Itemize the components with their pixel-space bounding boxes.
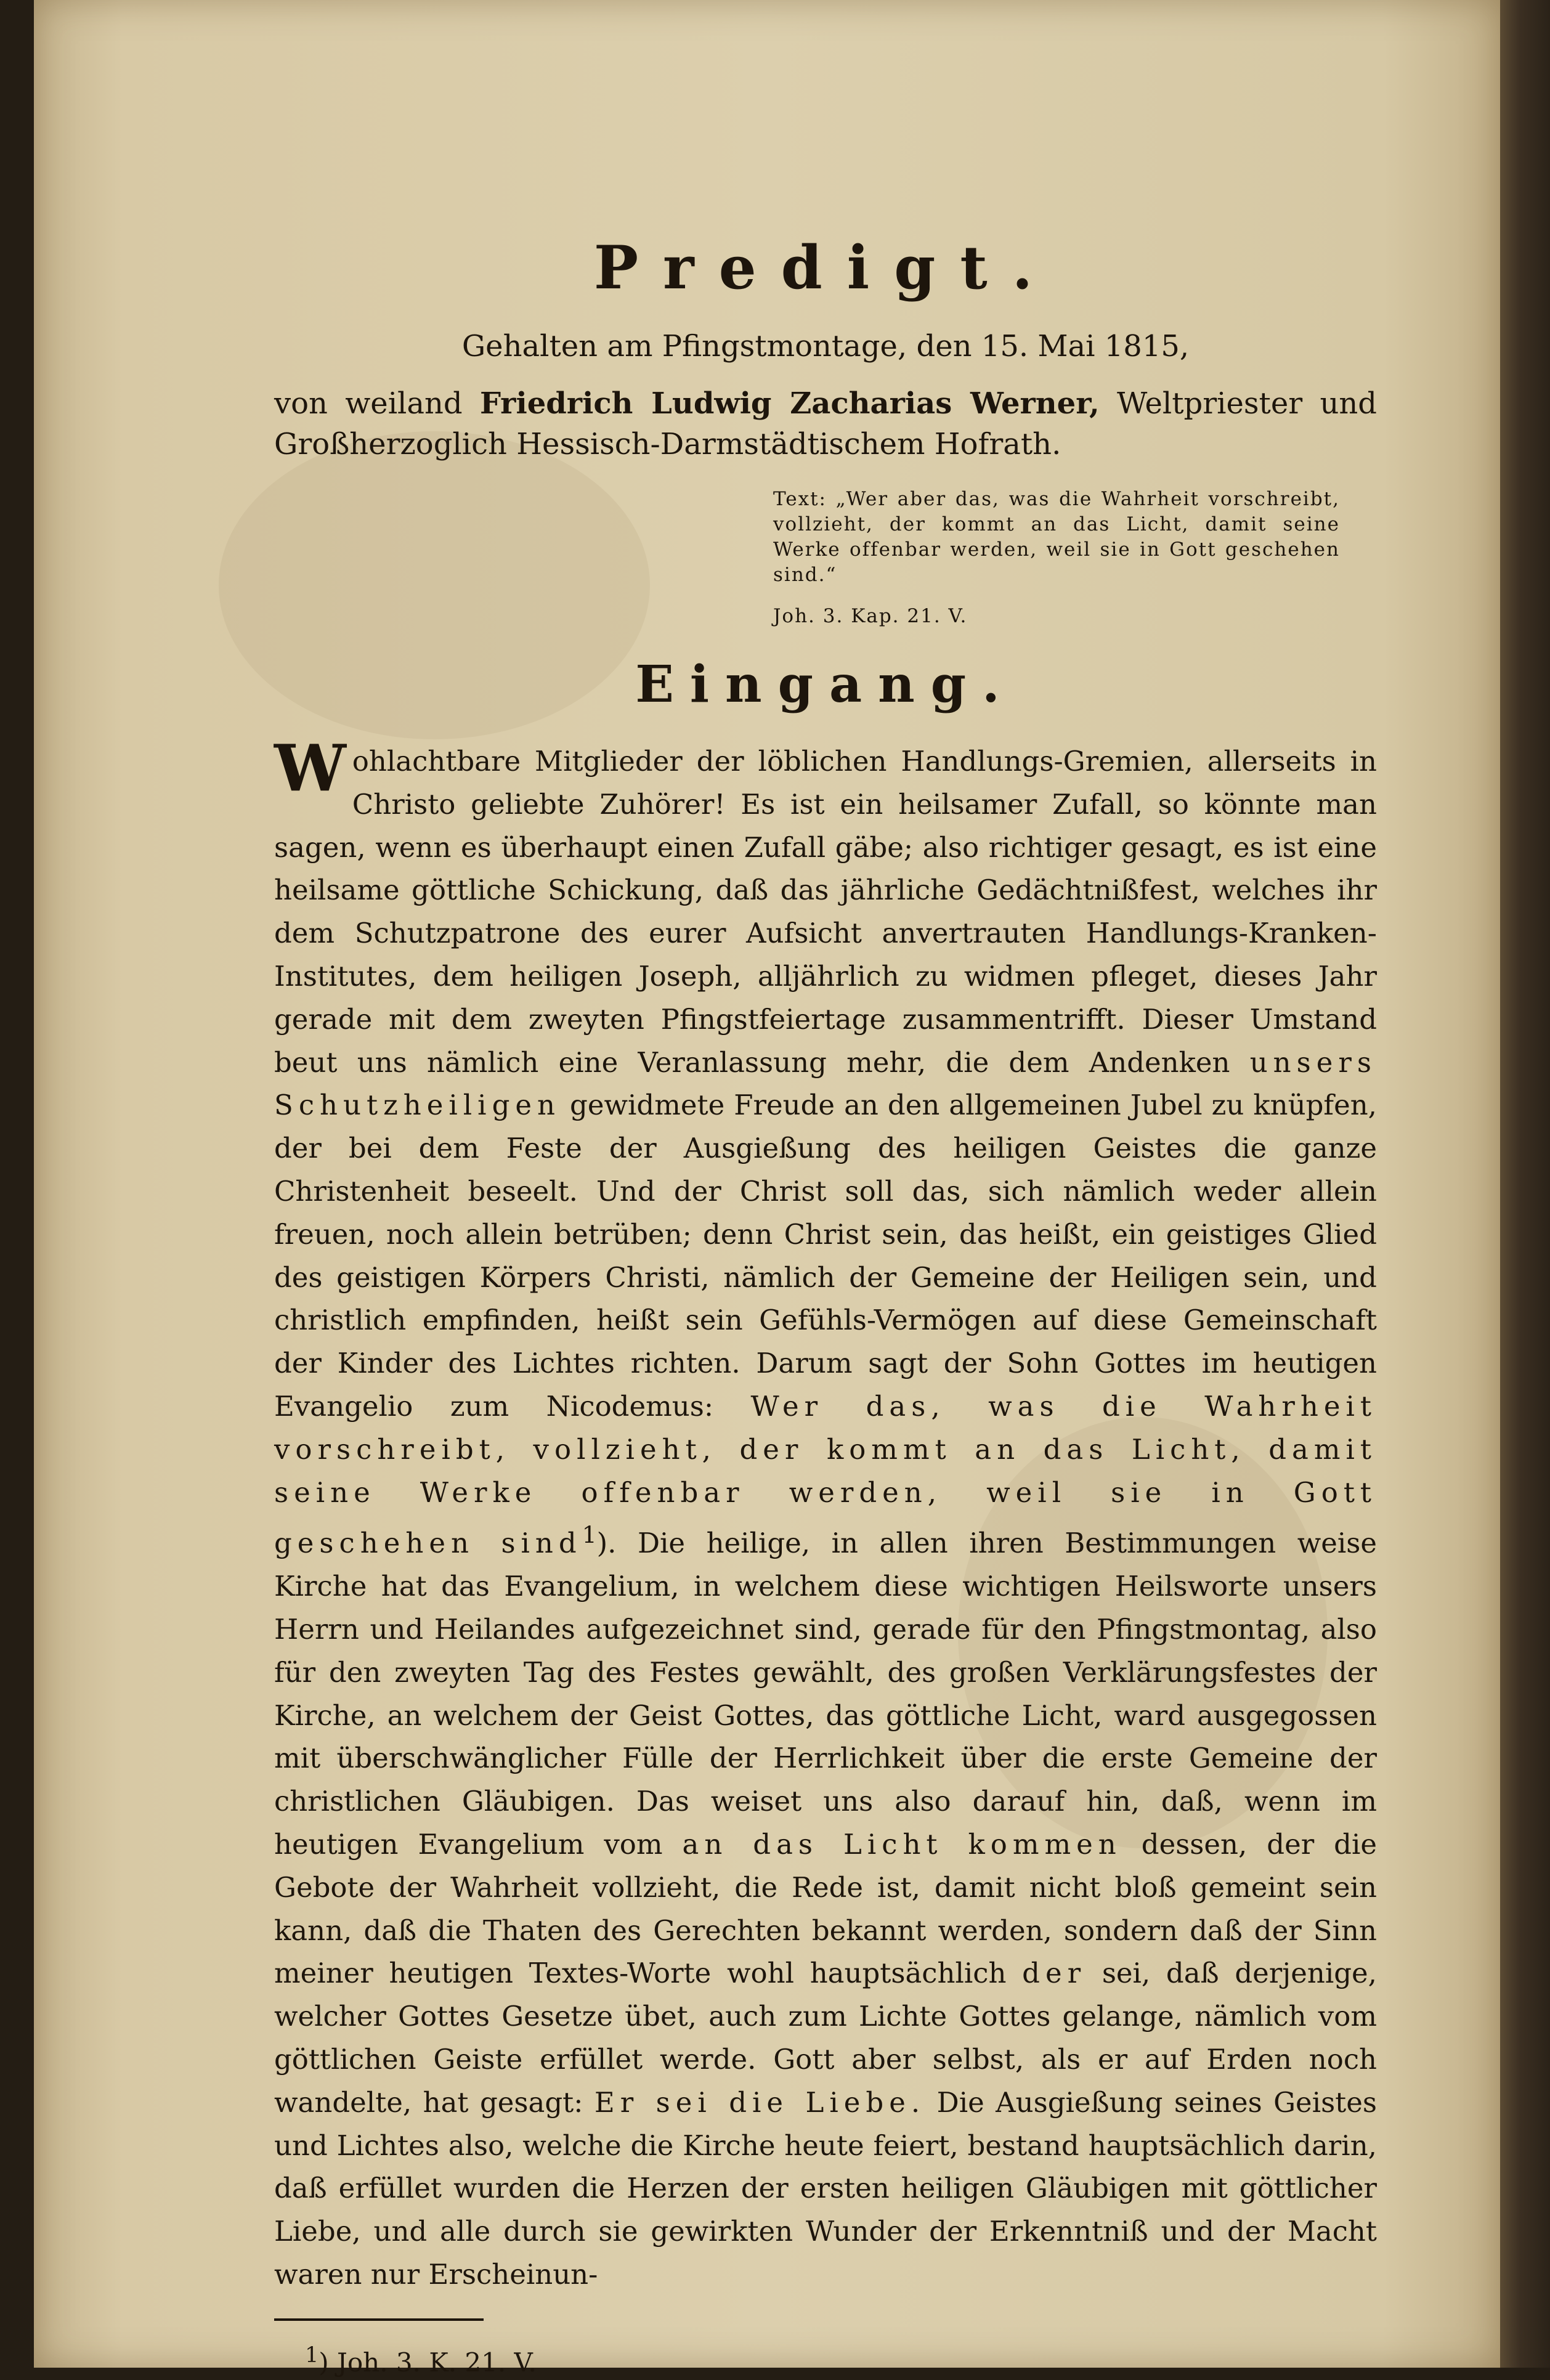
motto-reference: Joh. 3. Kap. 21. V. xyxy=(773,605,968,627)
body-part: gewidmete Freude an den allgemeinen Jubel zu knüpfen, der bei dem Feste der Ausgießung des heiligen Geistes die ganze Christenheit beseelt. Und der Christ soll das, sich nämlich weder allein freuen, noch allein betrüben; denn Christ sein, das heißt, ein geistiges Glied des geistigen Körpers Christi, nämlich der Gemeine der Heiligen sein, und christlich empfinden, heißt sein Gefühls-Vermögen auf diese Gemeinschaft der Kinder des Lichtes richten. Darum sagt der Sohn Gottes im heutigen Evangelio zum Nicodemus: xyxy=(274,1089,1377,1423)
spaced-emphasis: der xyxy=(1022,1957,1087,1990)
author-name: Friedrich Ludwig Zacharias Werner, xyxy=(479,386,1100,421)
spaced-emphasis: Wer das, was die Wahrheit vorschreibt, vollzieht, der kommt an das Licht, damit seine Werke offenbar werden, weil sie in Gott geschehen sind xyxy=(274,1389,1377,1560)
spaced-emphasis: unsers Schutzheiligen xyxy=(274,1046,1377,1122)
page-edge xyxy=(1500,0,1550,2368)
body-part: ). Die heilige, in allen ihren Bestimmungen weise Kirche hat das Evangelium, in welchem diese wichtigen Heilsworte unsers Herrn und Heilandes aufgezeichnet sind, gerade für den Pfingstmontag, also für den zweyten Tag des Festes gewählt, des großen Verklärungsfestes der Kirche, an welchem der Geist Gottes, das göttliche Licht, ward ausgegossen mit überschwänglicher Fülle der Herrlichkeit über die erste Gemeine der christlichen Gläubigen. Das weiset uns also darauf hin, daß, wenn im heutigen Evangelium vom xyxy=(274,1527,1377,1861)
body-text xyxy=(274,730,1377,2296)
section-title: Eingang. xyxy=(635,655,1016,714)
body-part: dessen, der die Gebote der Wahrheit vollzieht, die Rede ist, damit nicht bloß gemeint sein kann, daß die Thaten des Gerechten bekannt werden, sondern daß der Sinn meiner heutigen Textes-Worte wohl hauptsächlich xyxy=(274,1827,1377,1990)
motto-block xyxy=(773,487,1340,588)
body-part: sei, daß derjenige, welcher Gottes Gesetze übet, auch zum Lichte Gottes gelange, nämlich vom göttlichen Geiste erfüllet werde. Gott aber selbst, als er auf Erden noch wandelte, hat gesagt: xyxy=(274,1957,1377,2119)
spaced-emphasis: Er sei die Liebe. xyxy=(594,2086,926,2119)
footnote-rule xyxy=(274,2318,484,2321)
footnote xyxy=(274,2338,1377,2380)
sermon-title: Predigt. xyxy=(593,233,1058,303)
footnote-text: ) Joh. 3. K. 21. V. xyxy=(319,2347,537,2378)
sermon-date-line: Gehalten am Pfingstmontage, den 15. Mai 1815, xyxy=(461,329,1190,363)
body-part: Die Ausgießung seines Geistes und Lichtes also, welche die Kirche heute feiert, bestand hauptsächlich darin, daß erfüllet wurden die Herzen der ersten heiligen Gläubigen mit göttlicher Liebe, und alle durch sie gewirkten Wunder der Erkenntniß und der Macht waren nur Erscheinun- xyxy=(274,2086,1377,2291)
footnote-reference[interactable]: 1 xyxy=(582,1521,597,1549)
motto-label: Text: xyxy=(773,488,827,510)
author-line xyxy=(274,383,1377,465)
spaced-emphasis: an das Licht kommen xyxy=(682,1827,1122,1861)
author-titles: Weltpriester und Großherzoglich Hessisch-Darmstädtischem Hofrath. xyxy=(274,386,1378,461)
motto-text: „Wer aber das, was die Wahrheit vorschreibt, vollzieht, der kommt an das Licht, damit seine Werke offenbar werden, weil sie in Gott geschehen sind.“ xyxy=(773,488,1340,586)
body-part: ohlachtbare Mitglieder der löblichen Handlungs-Gremien, allerseits in Christo geliebte Zuhörer! Es ist ein heilsamer Zufall, so könnte man sagen, wenn es überhaupt einen Zufall gäbe; also richtiger gesagt, es ist eine heilsame göttliche Schickung, daß das jährliche Gedächtnißfest, welches ihr dem Schutzpatrone des eurer Aufsicht anvertrauten Handlungs-Kranken-Institutes, dem heiligen Joseph, alljährlich zu widmen pfleget, dieses Jahr gerade mit dem zweyten Pfingstfeiertage zusammentrifft. Dieser Umstand beut uns nämlich eine Veranlassung mehr, die dem Andenken xyxy=(274,745,1377,1079)
footnote-mark: 1 xyxy=(305,2342,319,2368)
drop-cap: W xyxy=(274,730,346,806)
author-prefix: von weiland xyxy=(274,386,463,421)
page-content xyxy=(274,234,1377,2380)
